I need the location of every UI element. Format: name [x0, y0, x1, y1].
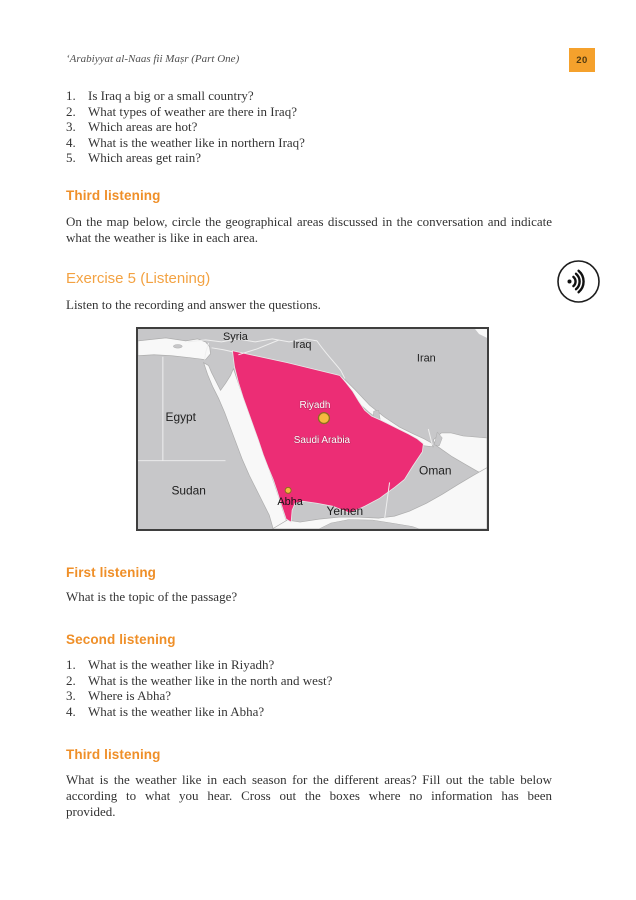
- list-item: [66, 704, 566, 720]
- list-number: 4.: [66, 134, 76, 150]
- middle-east-map: [136, 327, 489, 531]
- map-island-cyprus: [173, 345, 182, 349]
- abha-city-dot: [285, 487, 291, 493]
- page-number-badge: [569, 48, 595, 72]
- list-number: 2.: [66, 672, 76, 688]
- third-listening-instruction-line1: On the map below, circle the geographical areas discussed in the conversation and indicate: [66, 214, 552, 229]
- sound-waves-icon: [556, 259, 601, 304]
- map-label-syria: Syria: [222, 330, 248, 343]
- list-number: 4.: [66, 703, 76, 719]
- map-label-egypt: Egypt: [165, 410, 196, 425]
- list-number: 1.: [66, 657, 76, 672]
- book-title: ‘Arabiyyat al-Naas fii Maṣr (Part One): [66, 53, 240, 65]
- list-item: [66, 135, 566, 151]
- map-label-saudi-arabia: Saudi Arabia: [293, 434, 351, 446]
- third-listening-table-line3: provided.: [66, 804, 116, 819]
- question-text: What is the weather like in the north and west?: [88, 672, 333, 688]
- question-text: Which areas are hot?: [88, 119, 198, 134]
- list-item: [66, 673, 566, 689]
- map-label-iraq: Iraq: [292, 338, 312, 351]
- exercise-instruction: Listen to the recording and answer the questions.: [66, 297, 321, 312]
- question-text: Is Iraq a big or a small country?: [88, 88, 254, 103]
- iraq-question-list: [66, 88, 566, 166]
- list-number: 5.: [66, 150, 76, 165]
- second-listening-question-list: [66, 657, 566, 719]
- list-number: 3.: [66, 688, 76, 703]
- first-listening-question: What is the topic of the passage?: [66, 589, 238, 604]
- list-item: [66, 119, 566, 135]
- list-item: [66, 88, 566, 104]
- question-text: What types of weather are there in Iraq?: [88, 103, 297, 119]
- third-listening-table-line1: What is the weather like in each season for the different areas? Fill out the table below: [66, 772, 552, 787]
- list-item: [66, 688, 566, 704]
- map-label-sudan: Sudan: [171, 483, 206, 498]
- list-item: [66, 657, 566, 673]
- page-number: 20: [576, 54, 588, 66]
- riyadh-city-dot: [318, 413, 329, 424]
- map-label-riyadh: Riyadh: [299, 400, 331, 412]
- third-listening-instruction-line2: what the weather is like in each area.: [66, 230, 259, 245]
- question-text: Which areas get rain?: [88, 150, 201, 165]
- question-text: What is the weather like in northern Iraq?: [88, 134, 305, 150]
- map-label-iran: Iran: [416, 352, 436, 365]
- list-number: 3.: [66, 119, 76, 134]
- section-heading-third-listening-bottom: Third listening: [66, 747, 161, 762]
- question-text: What is the weather like in Riyadh?: [88, 657, 275, 672]
- list-item: [66, 150, 566, 166]
- section-heading-third-listening-top: Third listening: [66, 188, 161, 203]
- question-text: Where is Abha?: [88, 688, 172, 703]
- list-item: [66, 104, 566, 120]
- question-text: What is the weather like in Abha?: [88, 703, 265, 719]
- list-number: 2.: [66, 103, 76, 119]
- map-label-oman: Oman: [419, 463, 452, 478]
- exercise-heading: Exercise 5 (Listening): [66, 270, 211, 287]
- section-heading-first-listening: First listening: [66, 565, 157, 580]
- list-number: 1.: [66, 88, 76, 103]
- third-listening-table-line2: according to what you hear. Cross out the boxes where no information has been: [66, 788, 552, 803]
- section-heading-second-listening: Second listening: [66, 632, 176, 647]
- map-label-abha: Abha: [277, 496, 303, 509]
- map-label-yemen: Yemen: [326, 504, 364, 519]
